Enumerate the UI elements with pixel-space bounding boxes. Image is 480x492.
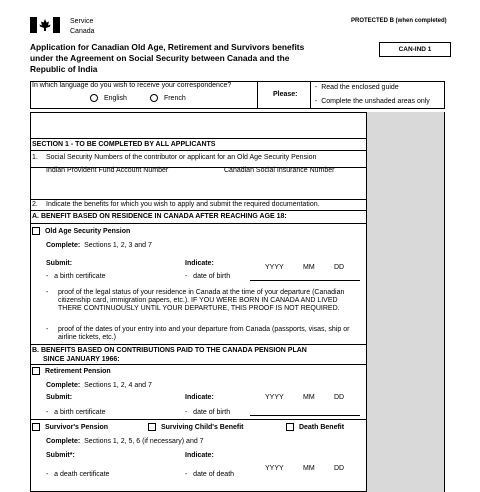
retirement-checkbox[interactable] bbox=[32, 367, 40, 375]
protected-label: PROTECTED B (when completed) bbox=[351, 18, 447, 24]
death-option[interactable]: Death Benefit bbox=[286, 423, 344, 431]
partB-mm: MM bbox=[303, 394, 315, 401]
partB2-mm: MM bbox=[303, 465, 315, 472]
child-checkbox[interactable] bbox=[148, 423, 156, 431]
canada-flag-logo bbox=[30, 17, 60, 33]
partB-heading: B. BENEFITS BASED ON CONTRIBUTIONS PAID TO THE CANADA PENSION PLAN SINCE JANUARY 1966: bbox=[32, 347, 307, 363]
q2-text: Indicate the benefits for which you wish to apply and submit the required documentation. bbox=[46, 201, 320, 208]
survivor-option[interactable]: Survivor's Pension bbox=[32, 423, 108, 431]
please-item-2: - Complete the unshaded areas only bbox=[315, 98, 430, 105]
partB-dd: DD bbox=[334, 394, 345, 401]
partB-indicate-label: Indicate: bbox=[185, 394, 214, 401]
partB-submit2-label: Submit*: bbox=[46, 452, 75, 459]
form-title: Application for Canadian Old Age, Retirement and Survivors benefits under the Agreement on Social Security between Canada and the Republic of India bbox=[30, 42, 305, 74]
partA-submit-label: Submit: bbox=[46, 260, 73, 267]
partB-indicate2-label: Indicate: bbox=[185, 452, 214, 459]
partA-complete: Complete: Sections 1, 2, 3 and 7 bbox=[46, 242, 152, 249]
partB-indicate-item: - date of birth bbox=[185, 409, 231, 416]
death-cert-item: - a death certificate bbox=[46, 471, 110, 478]
partA-dob-field[interactable] bbox=[250, 280, 360, 281]
please-label: Please: bbox=[273, 91, 298, 98]
agency-name: Service Canada bbox=[70, 18, 95, 35]
partB-complete2: Complete: Sections 1, 2, 5, 6 (if necessary) and 7 bbox=[46, 438, 204, 445]
partB-dob-field[interactable] bbox=[250, 415, 360, 416]
partA-submit-item: - a birth certificate bbox=[46, 273, 106, 280]
sin-label: Canadian Social Insurance Number bbox=[224, 167, 335, 174]
q1-text: Social Security Numbers of the contributor or applicant for an Old Age Security Pension bbox=[46, 154, 317, 161]
survivor-checkbox[interactable] bbox=[32, 423, 40, 431]
partA-heading: A. BENEFIT BASED ON RESIDENCE IN CANADA AFTER REACHING AGE 18: bbox=[32, 213, 287, 220]
partB-submit-item: - a birth certificate bbox=[46, 409, 106, 416]
partA-proof2: - proof of the dates of your entry into and your departure from Canada (passports, visas, ship or airline tickets, etc.) bbox=[46, 326, 350, 341]
shaded-column bbox=[366, 112, 445, 492]
date-of-death-item: - date of death bbox=[185, 471, 235, 478]
english-option[interactable]: English bbox=[90, 94, 127, 102]
death-checkbox[interactable] bbox=[286, 423, 294, 431]
partB-submit-label: Submit: bbox=[46, 394, 73, 401]
partA-proof1: - proof of the legal status of your residence in Canada at the time of your departure (Canadian citizenship card, immigration papers, etc.). IF YOU WERE BORN IN CANADA AND LIVED THERE CONTINUOUSLY UNTIL YOUR DEPARTURE, THIS PROOF IS NOT REQUIRED. bbox=[46, 289, 345, 312]
child-option[interactable]: Surviving Child's Benefit bbox=[148, 423, 244, 431]
oas-option[interactable]: Old Age Security Pension bbox=[32, 227, 130, 235]
partB-yyyy: YYYY bbox=[265, 394, 284, 401]
partA-indicate-label: Indicate: bbox=[185, 260, 214, 267]
oas-checkbox[interactable] bbox=[32, 227, 40, 235]
please-item-1: - Read the enclosed guide bbox=[315, 84, 399, 91]
partB2-dd: DD bbox=[334, 465, 345, 472]
language-question: In which language do you wish to receive your correspondence? bbox=[32, 82, 232, 89]
q2-number: 2. bbox=[32, 201, 38, 208]
english-radio[interactable] bbox=[90, 94, 98, 102]
indian-pf-label: Indian Provident Fund Account Number bbox=[46, 167, 169, 174]
french-option[interactable]: French bbox=[150, 94, 186, 102]
partB2-yyyy: YYYY bbox=[265, 465, 284, 472]
form-code: CAN-IND 1 bbox=[379, 42, 451, 57]
partA-yyyy: YYYY bbox=[265, 264, 284, 271]
french-radio[interactable] bbox=[150, 94, 158, 102]
partA-dd: DD bbox=[334, 264, 345, 271]
partA-indicate-item: - date of birth bbox=[185, 273, 231, 280]
section1-heading: SECTION 1 - TO BE COMPLETED BY ALL APPLICANTS bbox=[32, 141, 216, 148]
q1-number: 1. bbox=[32, 154, 38, 161]
partA-mm: MM bbox=[303, 264, 315, 271]
partB-complete: Complete: Sections 1, 2, 4 and 7 bbox=[46, 382, 152, 389]
retirement-option[interactable]: Retirement Pension bbox=[32, 367, 111, 375]
